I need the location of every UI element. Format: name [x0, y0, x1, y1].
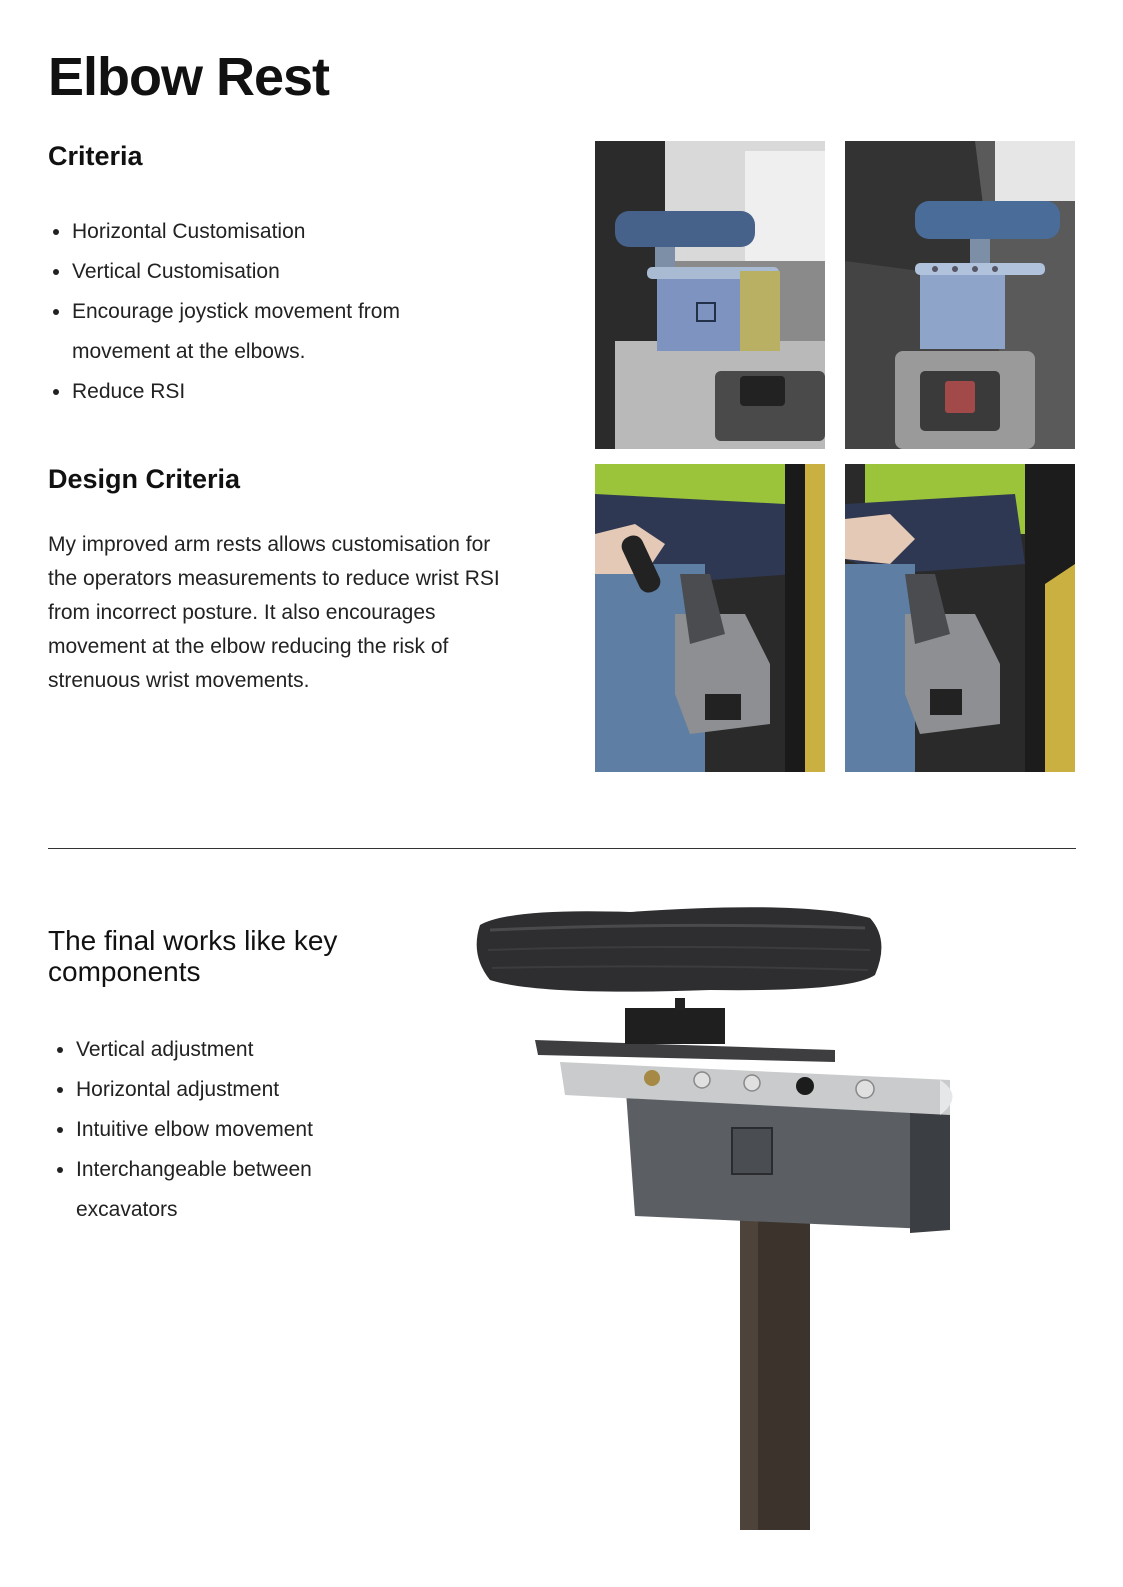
final-heading: The final works like key components	[48, 925, 338, 987]
features-list	[52, 1030, 396, 1230]
list-item: • Vertical Customisation	[72, 252, 502, 292]
operator-joystick-photo-2	[845, 464, 1075, 772]
criteria-heading: Criteria	[48, 141, 143, 171]
list-item: • Interchangeable between excavators	[76, 1150, 396, 1230]
armrest-installed-seat-photo	[845, 141, 1075, 449]
final-elbow-rest-image	[470, 900, 970, 1540]
design-criteria-heading: Design Criteria	[48, 464, 241, 494]
design-criteria-body: My improved arm rests allows customisation for the operators measurements to reduce wrist RSI from incorrect posture. It also encourages movement at the elbow reducing the risk of strenuous wrist movements.	[48, 533, 500, 692]
list-item: • Intuitive elbow movement	[76, 1110, 396, 1150]
list-item: • Vertical adjustment	[76, 1030, 396, 1070]
criteria-list	[48, 212, 502, 412]
operator-joystick-photo-1	[595, 464, 825, 772]
list-item: • Encourage joystick movement from movement at the elbows.	[72, 292, 502, 372]
armrest-installed-side-photo	[595, 141, 825, 449]
list-item: • Horizontal Customisation	[72, 212, 502, 252]
page-title: Elbow Rest	[48, 47, 330, 107]
section-divider	[48, 848, 1076, 849]
list-item: • Horizontal adjustment	[76, 1070, 396, 1110]
list-item: • Reduce RSI	[72, 372, 502, 412]
